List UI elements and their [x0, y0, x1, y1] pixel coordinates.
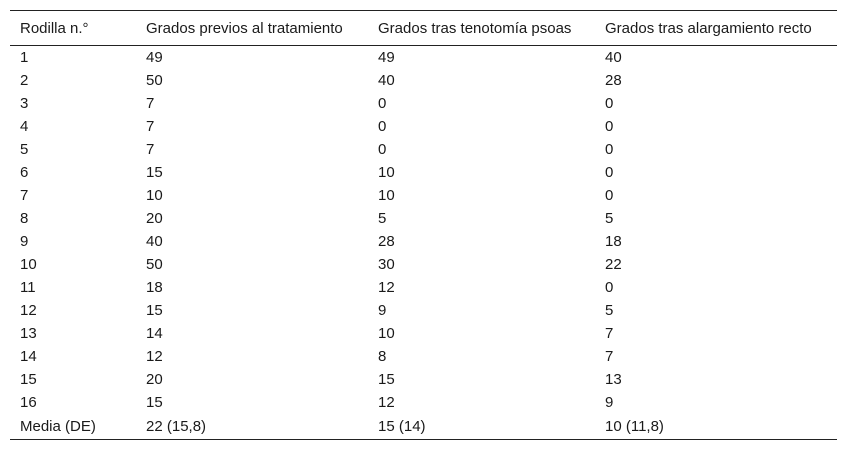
table-cell: 40	[378, 72, 395, 89]
table-cell: 14	[20, 348, 37, 365]
summary-row	[10, 414, 837, 440]
table-cell: 5	[605, 302, 614, 319]
table-row	[10, 138, 837, 161]
table-cell: 49	[378, 49, 395, 66]
table-cell: 18	[146, 279, 163, 296]
table-cell: 20	[146, 210, 163, 227]
table-cell: 0	[378, 95, 387, 112]
table-row	[10, 322, 837, 345]
table-cell: 15	[146, 394, 163, 411]
table-cell: 9	[605, 394, 614, 411]
table-cell: 50	[146, 256, 163, 273]
table-cell: 30	[378, 256, 395, 273]
table-cell: 11	[20, 279, 36, 296]
table-row	[10, 115, 837, 138]
table-cell: 40	[146, 233, 163, 250]
table-row	[10, 46, 837, 70]
table-cell: 13	[20, 325, 37, 342]
table-cell: 0	[378, 141, 387, 158]
table-cell: 16	[20, 394, 37, 411]
table-cell: 1	[20, 49, 29, 66]
table-cell: 7	[605, 348, 614, 365]
table-cell: 10	[378, 164, 395, 181]
table-cell: 7	[146, 141, 155, 158]
table-cell: 0	[605, 187, 614, 204]
table-cell: 13	[605, 371, 622, 388]
table-cell: 9	[20, 233, 29, 250]
table-cell: 20	[146, 371, 163, 388]
table-cell: 0	[378, 118, 387, 135]
table-cell: 10	[20, 256, 37, 273]
table-cell: 12	[146, 348, 163, 365]
table-cell: 0	[605, 141, 614, 158]
table-cell: 10	[378, 187, 395, 204]
table-row	[10, 230, 837, 253]
table-row	[10, 391, 837, 414]
header-degrees-after-rectus: Grados tras alargamiento recto	[595, 11, 837, 46]
table-cell: 12	[20, 302, 37, 319]
table-row	[10, 207, 837, 230]
table-cell: 10	[378, 325, 395, 342]
table-cell: 6	[20, 164, 29, 181]
header-row	[10, 11, 837, 46]
table-cell: 18	[605, 233, 622, 250]
table-cell: 5	[20, 141, 29, 158]
table-row	[10, 345, 837, 368]
table-cell: 7	[146, 95, 155, 112]
table-cell: 7	[605, 325, 614, 342]
table-cell: 40	[605, 49, 622, 66]
table-cell: 9	[378, 302, 387, 319]
header-degrees-after-psoas: Grados tras tenotomía psoas	[368, 11, 595, 46]
table-cell: 2	[20, 72, 29, 89]
table-cell: 0	[605, 95, 614, 112]
table-cell: 7	[146, 118, 155, 135]
table-cell: 10	[146, 187, 163, 204]
table-cell: 28	[378, 233, 395, 250]
table-header	[10, 11, 837, 46]
table-cell: 15	[146, 302, 163, 319]
table-row	[10, 69, 837, 92]
data-table-container	[10, 10, 837, 440]
table-cell: 10 (11,8)	[595, 414, 837, 440]
table-cell: 28	[605, 72, 622, 89]
table-cell: Media (DE)	[10, 414, 136, 440]
table-cell: 15	[20, 371, 37, 388]
header-knee-number: Rodilla n.°	[10, 11, 136, 46]
table-row	[10, 368, 837, 391]
table-cell: 5	[605, 210, 614, 227]
table-row	[10, 276, 837, 299]
table-cell: 12	[378, 279, 395, 296]
table-cell: 15 (14)	[368, 414, 595, 440]
knee-degrees-table	[10, 10, 837, 440]
table-cell: 0	[605, 164, 614, 181]
table-cell: 49	[146, 49, 163, 66]
table-cell: 4	[20, 118, 29, 135]
table-row	[10, 184, 837, 207]
table-row	[10, 253, 837, 276]
table-cell: 3	[20, 95, 29, 112]
table-row	[10, 299, 837, 322]
table-cell: 14	[146, 325, 163, 342]
table-row	[10, 92, 837, 115]
table-body	[10, 46, 837, 440]
table-cell: 7	[20, 187, 29, 204]
table-cell: 15	[378, 371, 395, 388]
table-cell: 22	[605, 256, 622, 273]
table-cell: 0	[605, 279, 614, 296]
table-cell: 5	[378, 210, 387, 227]
table-cell: 0	[605, 118, 614, 135]
table-cell: 8	[20, 210, 29, 227]
table-cell: 8	[378, 348, 387, 365]
table-row	[10, 161, 837, 184]
header-degrees-before: Grados previos al tratamiento	[136, 11, 368, 46]
table-cell: 22 (15,8)	[136, 414, 368, 440]
table-cell: 50	[146, 72, 163, 89]
table-cell: 12	[378, 394, 395, 411]
table-cell: 15	[146, 164, 163, 181]
